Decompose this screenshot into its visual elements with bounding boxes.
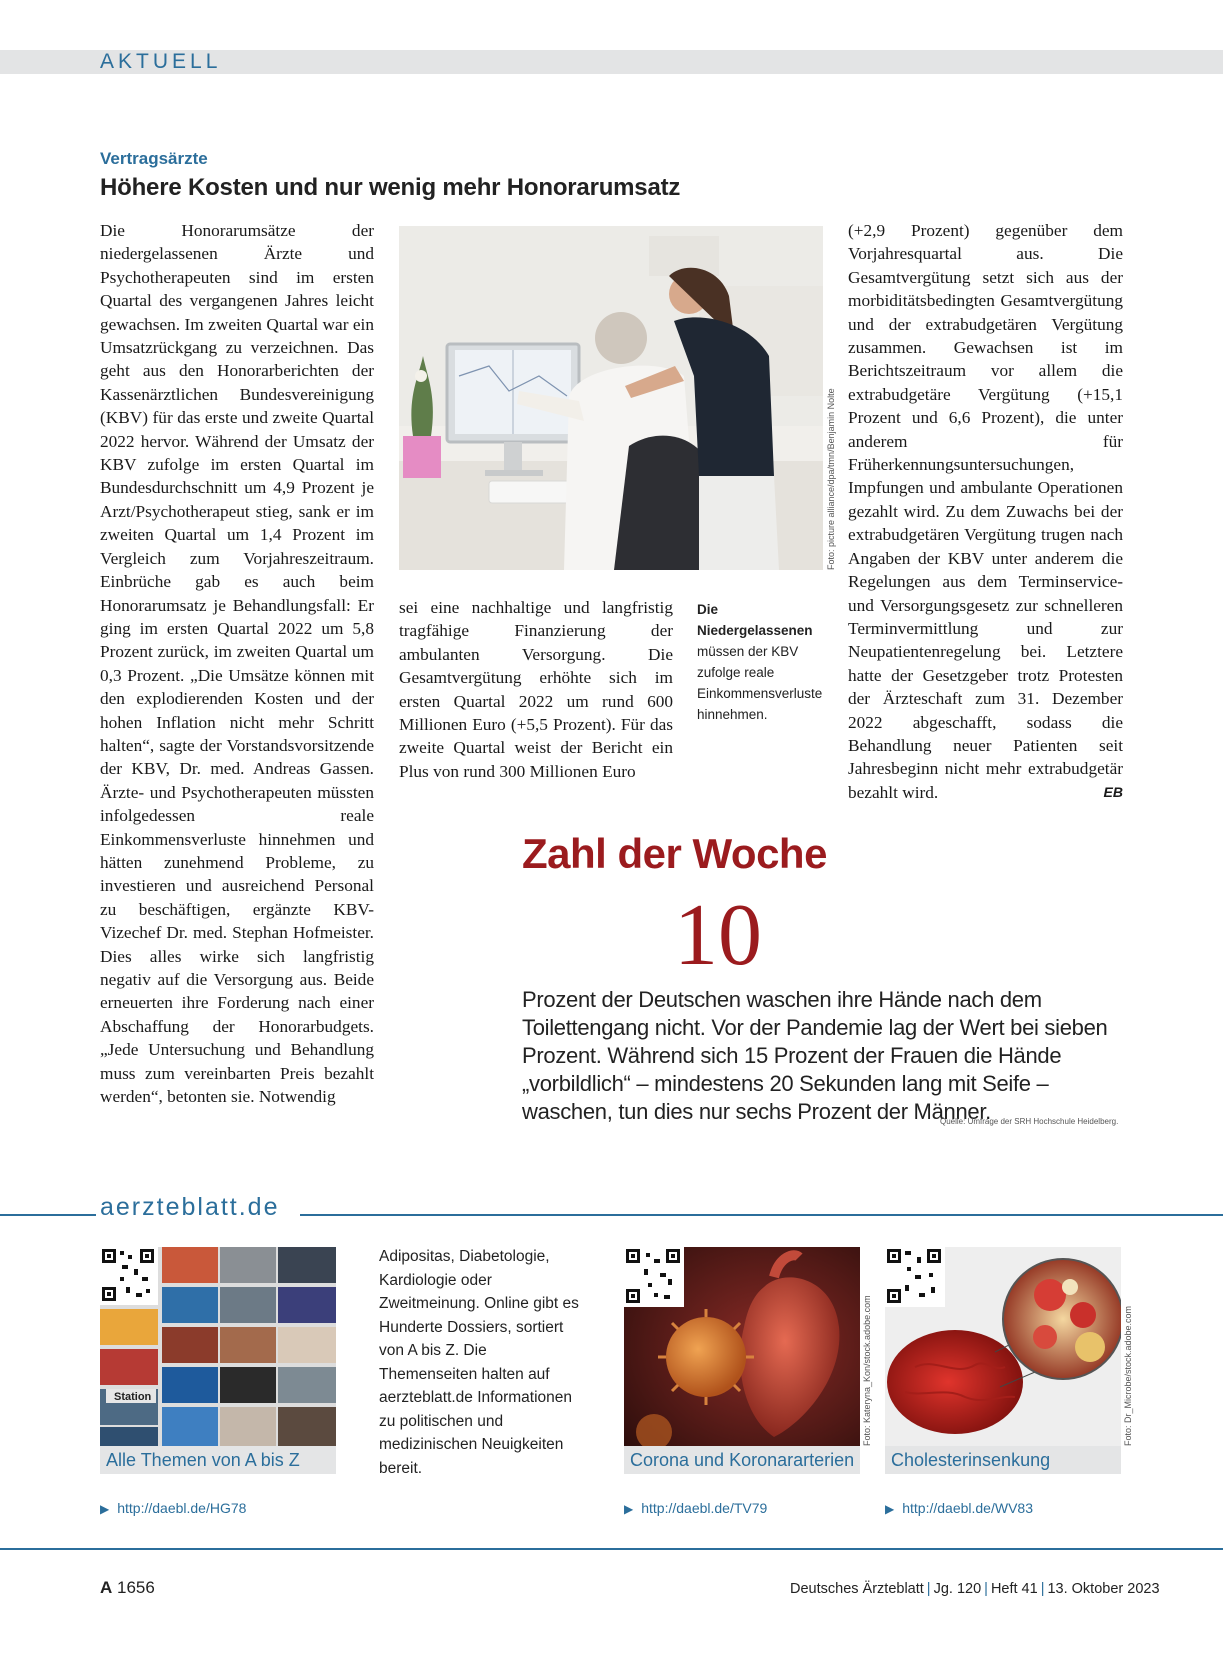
- journal-date: 13. Oktober 2023: [1047, 1581, 1160, 1597]
- section-label: AKTUELL: [100, 50, 222, 73]
- cholesterol-brain-image[interactable]: [885, 1247, 1121, 1446]
- article-column-1: Die Honorarumsätze der niedergelassenen Ärzte und Psychotherapeuten sind im ersten Quartal des vergangenen Jahres leicht gewachsen. Im zweiten Quartal war ein Umsatzrückgang zu verzeichnen. Das geht aus den Honorarberichten der Kassenärztlichen Bundesvereinigung (KBV) für das erste und zweite Quartal 2022 hervor. Während der Umsatz der KBV zufolge im ersten Quartal im Bundesdurchschnitt um 4,9 Prozent je Arzt/Psychotherapeut stieg, sank er im zweiten Quartal um 1,4 Prozent im Vergleich zum Vorjahreszeitraum. Einbrüche gab es auch beim Honorarumsatz je Behandlungsfall: Er ging im ersten Quartal 2022 um 5,8 Prozent zurück, im zweiten Quartal um 0,3 Prozent. „Die Umsätze können mit den explodierenden Kosten und der hohen Inflation nicht mehr Schritt halten“, sagte der Vorstandsvorsitzende der KBV, Dr. med. Andreas Gassen. Ärzte- und Psychotherapeuten müssten infolgedessen reale Einkommensverluste hinnehmen und hätten zunehmend Probleme, zu investieren und ausreichend Personal zu beschäftigen, ergänzte KBV-Vizechef Dr. med. Stephan Hofmeister. Dies alles wirke sich langfristig negativ auf die Versorgung aus. Beide erneuerten ihre Forderung nach einer Abschaffung der Honorarbudgets. „Jede Untersuchung und Behandlung muss zum vereinbarten Preis bezahlt werden“, betonten sie. Notwendig: [100, 221, 374, 1107]
- station-sign-text: Station: [114, 1391, 152, 1403]
- arrow-right-icon: ▶: [624, 1502, 634, 1516]
- article-kicker: Vertragsärzte: [100, 149, 208, 168]
- page-number-value: 1656: [117, 1578, 155, 1597]
- link-topics-url: http://daebl.de/HG78: [117, 1500, 247, 1516]
- article-photo: [399, 226, 823, 570]
- aerzteblatt-label: aerzteblatt.de: [100, 1193, 280, 1221]
- journal-info: Deutsches Ärzteblatt | Jg. 120 | Heft 41 | 13. Oktober 2023: [790, 1581, 1160, 1597]
- arrow-right-icon: ▶: [100, 1502, 110, 1516]
- photo-caption-rest: müssen der KBV zufolge reale Einkommensverluste hinnehmen.: [697, 644, 823, 722]
- aerzteblatt-promo-text: Adipositas, Diabetologie, Kardiologie oder Zweitmeinung. Online gibt es Hunderte Dossiers, sortiert von A bis Z. Die Themenseiten halten auf aerzteblatt.de Informationen zu politischen und medizinischen Neuigkeiten bereit.: [379, 1248, 579, 1477]
- link-cholesterol-url: http://daebl.de/WV83: [902, 1500, 1033, 1516]
- link-topics[interactable]: [100, 1500, 246, 1516]
- article-column-3: [848, 219, 1123, 804]
- article-headline: Höhere Kosten und nur wenig mehr Honorarumsatz: [100, 174, 681, 201]
- photo-caption: [697, 599, 827, 725]
- zahl-der-woche-number: 10: [674, 887, 762, 984]
- footer-rule: [0, 1548, 1223, 1550]
- zahl-der-woche-text: Prozent der Deutschen waschen ihre Hände nach dem Toilettengang nicht. Vor der Pandemie lag der Wert bei sieben Prozent. Während sich 15 Prozent der Frauen die Hände „vorbildlich“ – mindestens 20 Sekunden lang mit Seife – waschen, tun dies nur sechs Prozent der Männer.: [522, 987, 1108, 1124]
- journal-volume: Jg. 120: [933, 1581, 982, 1597]
- journal-issue: Heft 41: [990, 1581, 1038, 1597]
- divider-left: [0, 1214, 96, 1216]
- page-number: [100, 1578, 155, 1598]
- zahl-der-woche-title: Zahl der Woche: [522, 830, 827, 877]
- link-cholesterol[interactable]: [885, 1500, 1033, 1516]
- corona-heart-image[interactable]: [624, 1247, 860, 1446]
- photo-caption-bold: Die Niedergelassenen: [697, 602, 813, 638]
- tile-caption-cholesterol[interactable]: Cholesterinsenkung: [885, 1446, 1121, 1474]
- link-corona-url: http://daebl.de/TV79: [641, 1500, 768, 1516]
- author-signature: EB: [1103, 783, 1123, 800]
- photo-credit: Foto: picture alliance/dpa/tmn/Benjamin Nolte: [826, 388, 836, 570]
- article-column-2: sei eine nachhaltige und langfristig tragfähige Finanzierung der ambulanten Versorgung. Die Gesamtvergütung erhöhte sich im ersten Quartal 2022 um rund 600 Millionen Euro (+5,5 Prozent). Für das zweite Quartal weist der Bericht ein Plus von rund 300 Millionen Euro: [399, 598, 673, 781]
- link-corona[interactable]: [624, 1500, 767, 1516]
- article-column-3-text: (+2,9 Prozent) gegenüber dem Vorjahresquartal aus. Die Gesamtvergütung setzt sich aus der morbiditätsbedingten Gesamtvergütung und der extrabudgetären Vergütung zusammen. Gewachsen ist im Berichtszeitraum vor allem die extrabudgetäre Vergütung (+15,1 Prozent und 6,6 Prozent), die unter anderem für Früherkennungsuntersuchungen, Impfungen und ambulante Operationen gezahlt wird. Zu dem Zuwachs bei der extrabudgetären Vergütung trugen nach Angaben der KBV unter anderem die Regelungen aus dem Terminservice- und Versorgungsgesetz zur schnelleren Terminvermittlung und zur Neupatientenregelung bei. Letztere hatte der Gesetzgeber trotz Protesten der Ärzteschaft zum 31. Dezember 2022 abgeschafft, sodass die Behandlung neuer Patienten seit Jahresbeginn nicht mehr extrabudgetär bezahlt wird.: [848, 221, 1123, 802]
- tile-caption-topics[interactable]: Alle Themen von A bis Z: [100, 1446, 336, 1474]
- zahl-der-woche-source: Quelle: Umfrage der SRH Hochschule Heidelberg.: [940, 1117, 1119, 1126]
- tile-credit-corona: Foto: Kateryna_Kon/stock.adobe.com: [862, 1295, 872, 1446]
- tile-credit-cholesterol: Foto: Dr_Microbe/stock.adobe.com: [1123, 1305, 1133, 1446]
- tile-caption-corona[interactable]: Corona und Koronararterien: [624, 1446, 860, 1474]
- journal-name: Deutsches Ärzteblatt: [790, 1581, 924, 1597]
- page-prefix: A: [100, 1578, 113, 1597]
- arrow-right-icon: ▶: [885, 1502, 895, 1516]
- divider-right: [300, 1214, 1223, 1216]
- topics-collage-image[interactable]: [100, 1247, 336, 1446]
